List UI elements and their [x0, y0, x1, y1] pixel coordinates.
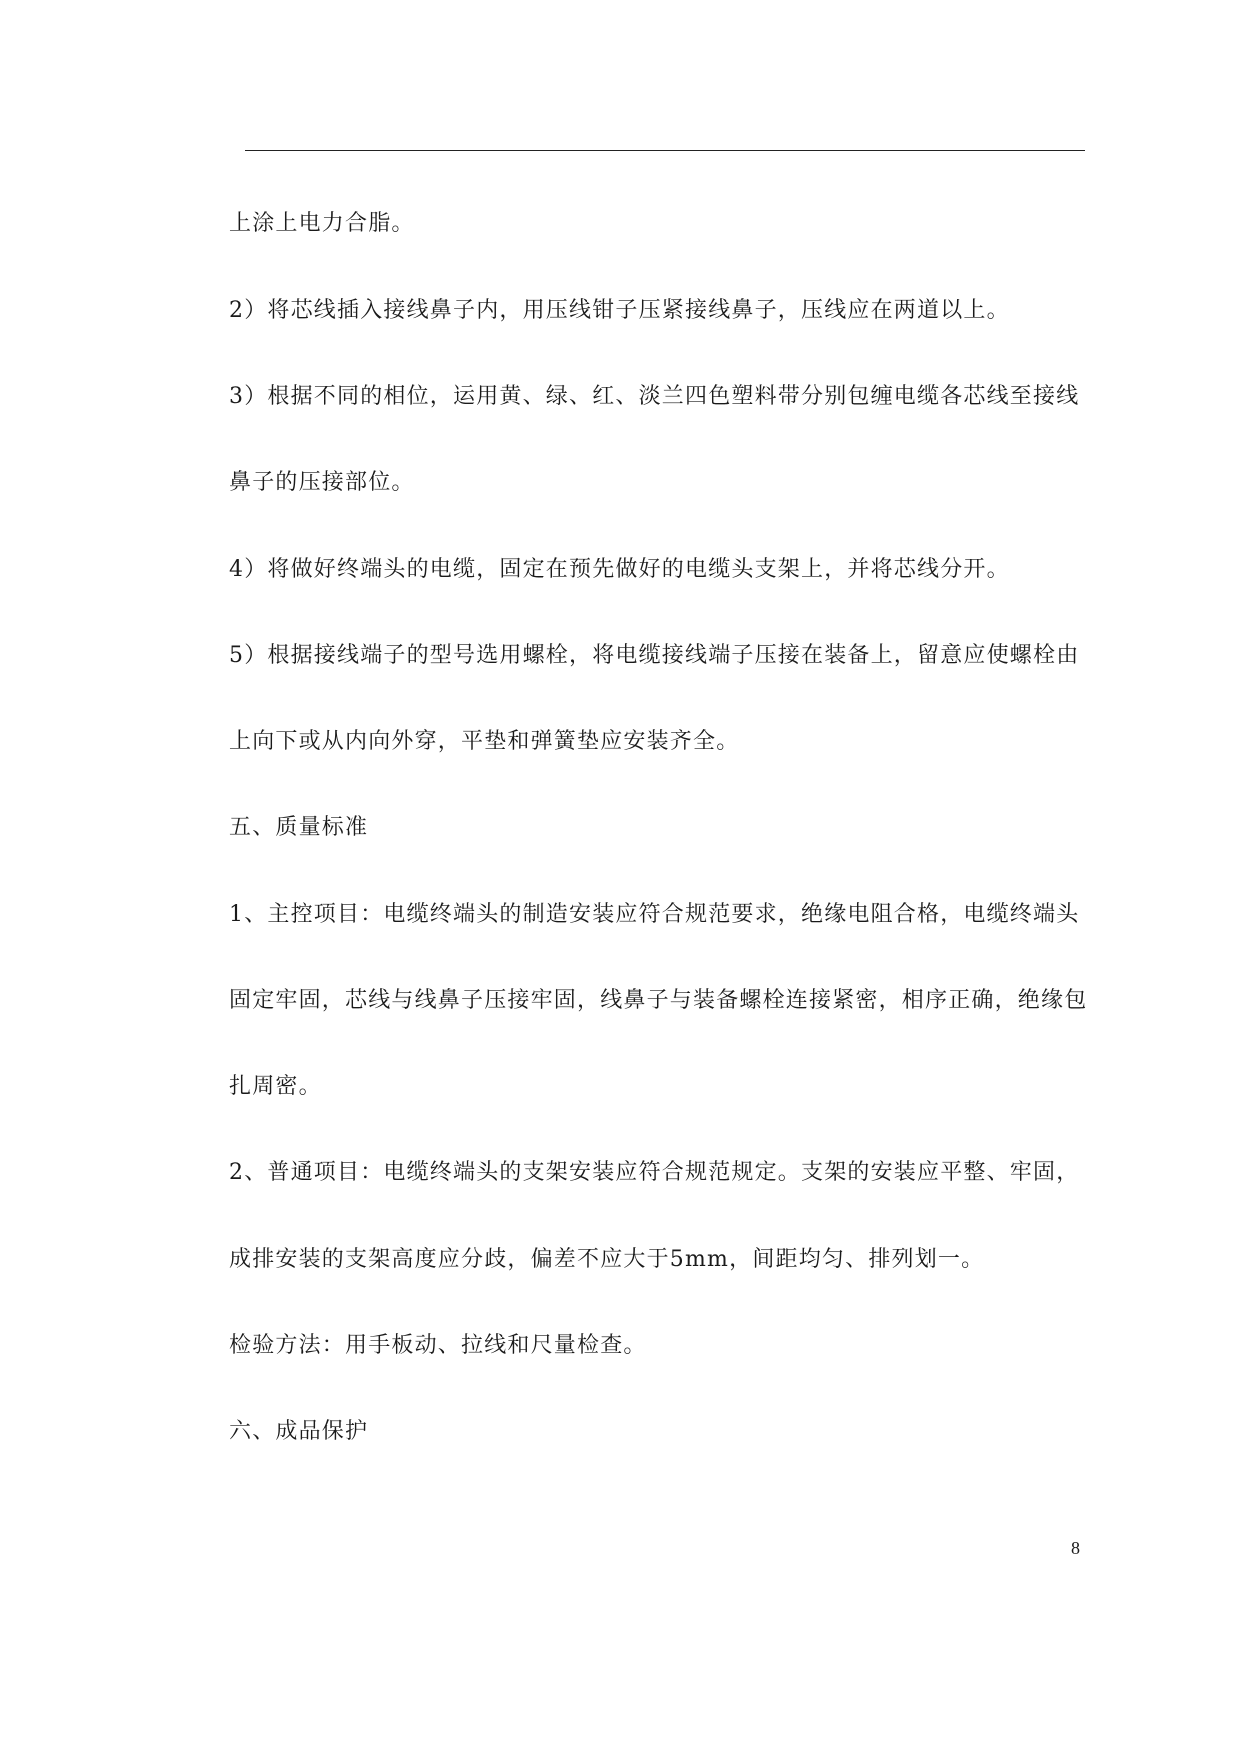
text-line: 3）根据不同的相位，运用黄、绿、红、淡兰四色塑料带分别包缠电缆各芯线至接线: [229, 384, 1080, 409]
text-line: 成排安装的支架高度应分歧，偏差不应大于5mm，间距均匀、排列划一。: [229, 1247, 985, 1272]
text-line: 4）将做好终端头的电缆，固定在预先做好的电缆头支架上，并将芯线分开。: [229, 557, 1010, 582]
text-line: 检验方法：用手板动、拉线和尺量检查。: [229, 1333, 647, 1358]
text-line: 5）根据接线端子的型号选用螺栓，将电缆接线端子压接在装备上，留意应使螺栓由: [229, 643, 1080, 668]
text-line: 2）将芯线插入接线鼻子内，用压线钳子压紧接线鼻子，压线应在两道以上。: [229, 298, 1010, 323]
page-number: 8: [1071, 1538, 1080, 1558]
text-line: 扎周密。: [229, 1074, 322, 1099]
text-line: 固定牢固，芯线与线鼻子压接牢固，线鼻子与装备螺栓连接紧密，相序正确，绝缘包: [229, 988, 1088, 1013]
text-line: 鼻子的压接部位。: [229, 470, 415, 495]
section-heading: 六、成品保护: [229, 1419, 369, 1444]
text-line: 上涂上电力合脂。: [229, 211, 415, 236]
text-line: 上向下或从内向外穿，平垫和弹簧垫应安装齐全。: [229, 729, 740, 754]
header-rule: [245, 150, 1085, 151]
text-line: 1、主控项目：电缆终端头的制造安装应符合规范要求，绝缘电阻合格，电缆终端头: [229, 902, 1080, 927]
text-line: 2、普通项目：电缆终端头的支架安装应符合规范规定。支架的安装应平整、牢固，: [229, 1160, 1080, 1185]
section-heading: 五、质量标准: [229, 815, 369, 840]
